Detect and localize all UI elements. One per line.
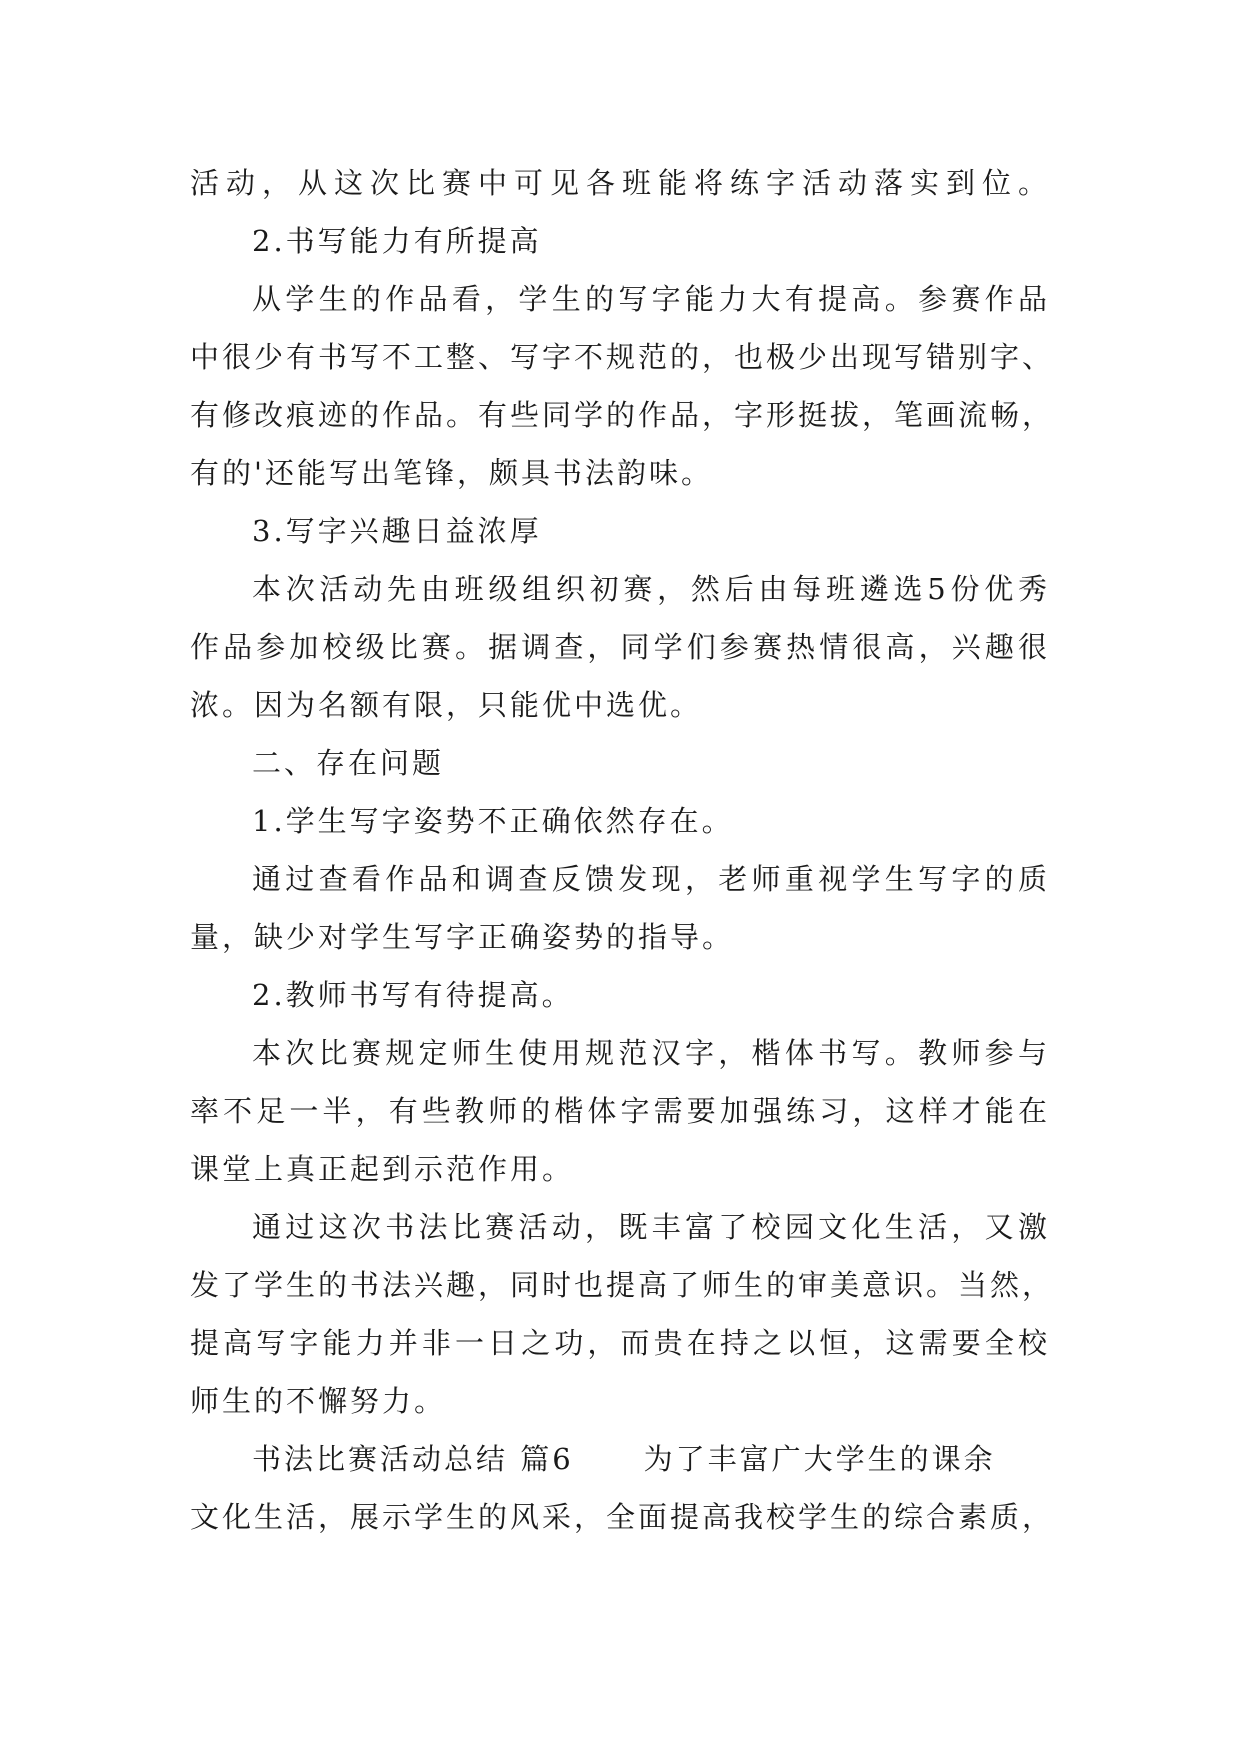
paragraph-line: 有修改痕迹的作品。有些同学的作品，字形挺拔，笔画流畅，	[190, 398, 1055, 432]
section-heading-problems: 二、存在问题	[252, 746, 445, 780]
subheading-posture: 1.学生写字姿势不正确依然存在。	[252, 804, 734, 838]
paragraph-line: 量，缺少对学生写字正确姿势的指导。	[190, 920, 735, 954]
paragraph-line: 通过这次书法比赛活动，既丰富了校园文化生活，又激	[252, 1210, 1050, 1244]
paragraph-line: 活动，从这次比赛中可见各班能将练字活动落实到位。	[190, 166, 1050, 200]
paragraph-line: 提高写字能力并非一日之功，而贵在持之以恒，这需要全校	[190, 1326, 1050, 1360]
paragraph-line: 本次活动先由班级组织初赛，然后由每班遴选5份优秀	[252, 572, 1050, 606]
subheading-writing-ability: 2.书写能力有所提高	[252, 224, 542, 258]
paragraph-line: 师生的不懈努力。	[190, 1384, 447, 1418]
paragraph-line: 课堂上真正起到示范作用。	[190, 1152, 575, 1186]
heading-continuation: 为了丰富广大学生的课余	[643, 1442, 996, 1476]
paragraph-line: 率不足一半，有些教师的楷体字需要加强练习，这样才能在	[190, 1094, 1050, 1128]
paragraph-line: 中很少有书写不工整、写字不规范的，也极少出现写错别字、	[190, 340, 1055, 374]
subheading-teacher-writing: 2.教师书写有待提高。	[252, 978, 574, 1012]
paragraph-line: 发了学生的书法兴趣，同时也提高了师生的审美意识。当然，	[190, 1268, 1055, 1302]
paragraph-line: 通过查看作品和调查反馈发现，老师重视学生写字的质	[252, 862, 1050, 896]
paragraph-line: 有的'还能写出笔锋，颇具书法韵味。	[190, 456, 713, 490]
subheading-writing-interest: 3.写字兴趣日益浓厚	[252, 514, 542, 548]
paragraph-line: 作品参加校级比赛。据调查，同学们参赛热情很高，兴趣很	[190, 630, 1050, 664]
paragraph-line: 浓。因为名额有限，只能优中选优。	[190, 688, 703, 722]
paragraph-line: 从学生的作品看，学生的写字能力大有提高。参赛作品	[252, 282, 1050, 316]
document-body	[190, 154, 1055, 1546]
article-heading-line	[190, 1430, 1050, 1488]
paragraph-line: 文化生活，展示学生的风采，全面提高我校学生的综合素质，	[190, 1500, 1055, 1534]
article-heading: 书法比赛活动总结 篇6	[252, 1442, 574, 1476]
paragraph-line: 本次比赛规定师生使用规范汉字，楷体书写。教师参与	[252, 1036, 1050, 1070]
